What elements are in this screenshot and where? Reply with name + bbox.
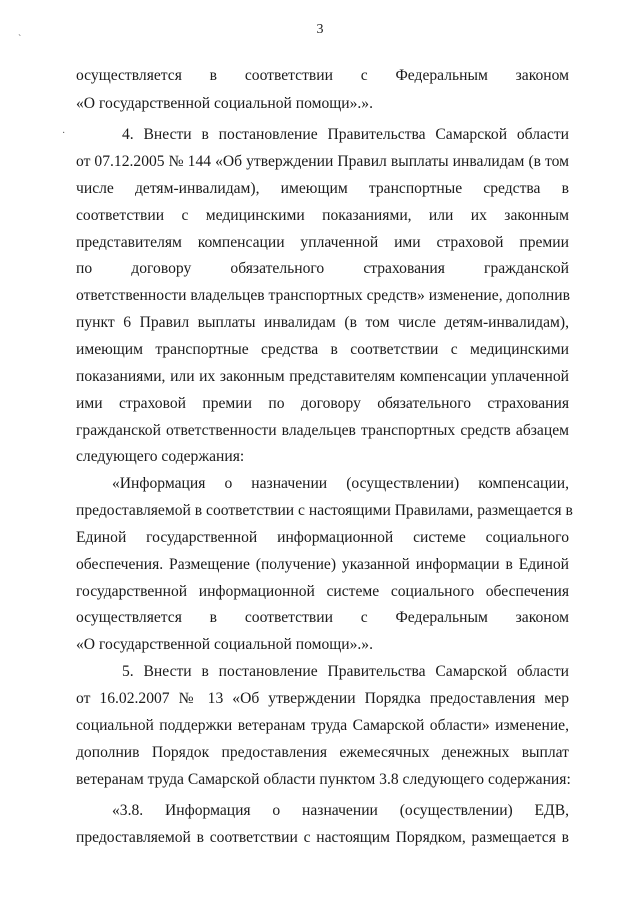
- quote-3-8-first-line: «3.8. Информация о назначении (осуществлении) ЕДВ,: [112, 802, 569, 819]
- text-line: представителям компенсации уплаченной ими страховой премии: [76, 234, 569, 251]
- text-line: имеющим транспортные средства в соответствии с медицинскими: [76, 341, 569, 358]
- text-line: гражданской ответственности владельцев транспортных средств абзацем: [76, 422, 569, 439]
- text-line: Единой государственной информационной системе социального: [76, 529, 569, 546]
- text-line: ветеранам труда Самарской области пунктом 3.8 следующего содержания:: [76, 771, 571, 788]
- text-line: «О государственной социальной помощи».».: [76, 95, 373, 112]
- text-line: предоставляемой в соответствии с настоящими Правилами, размещается в: [76, 502, 573, 519]
- text-line: предоставляемой в соответствии с настоящим Порядком, размещается в: [76, 829, 569, 846]
- page-number: 3: [316, 22, 324, 37]
- text-line: следующего содержания:: [76, 448, 245, 465]
- text-line: ими страховой премии по договору обязательного страхования: [76, 395, 569, 412]
- paragraph-5-first-line: 5. Внести в постановление Правительства Самарской области: [122, 663, 569, 680]
- text-line: по договору обязательного страхования гражданской: [76, 260, 569, 277]
- scan-speck: `: [18, 34, 22, 45]
- text-line: осуществляется в соответствии с Федеральным законом: [76, 609, 569, 626]
- text-line: числе детям-инвалидам), имеющим транспортные средства в: [76, 180, 569, 197]
- text-line: социальной поддержки ветеранам труда Самарской области» изменение,: [76, 717, 569, 734]
- quote-first-line: «Информация о назначении (осуществлении) компенсации,: [112, 475, 569, 492]
- text-line: от 16.02.2007 № 13 «Об утверждении Порядка предоставления мер: [76, 690, 569, 707]
- text-line: ответственности владельцев транспортных средств» изменение, дополнив: [76, 287, 570, 304]
- text-line: осуществляется в соответствии с Федеральным законом: [76, 67, 569, 84]
- text-line: от 07.12.2005 № 144 «Об утверждении Правил выплаты инвалидам (в том: [76, 153, 569, 170]
- scan-speck: ·: [62, 128, 66, 139]
- text-line: дополнив Порядок предоставления ежемесячных денежных выплат: [76, 744, 569, 761]
- text-line: обеспечения. Размещение (получение) указанной информации в Единой: [76, 556, 569, 573]
- text-line: государственной информационной системе социального обеспечения: [76, 583, 569, 600]
- text-line: «О государственной социальной помощи».».: [76, 636, 373, 653]
- text-line: показаниями, или их законным представителям компенсации уплаченной: [76, 368, 569, 385]
- text-line: соответствии с медицинскими показаниями, или их законным: [76, 207, 569, 224]
- paragraph-4-first-line: 4. Внести в постановление Правительства Самарской области: [122, 126, 569, 143]
- text-line: пункт 6 Правил выплаты инвалидам (в том числе детям-инвалидам),: [76, 314, 569, 331]
